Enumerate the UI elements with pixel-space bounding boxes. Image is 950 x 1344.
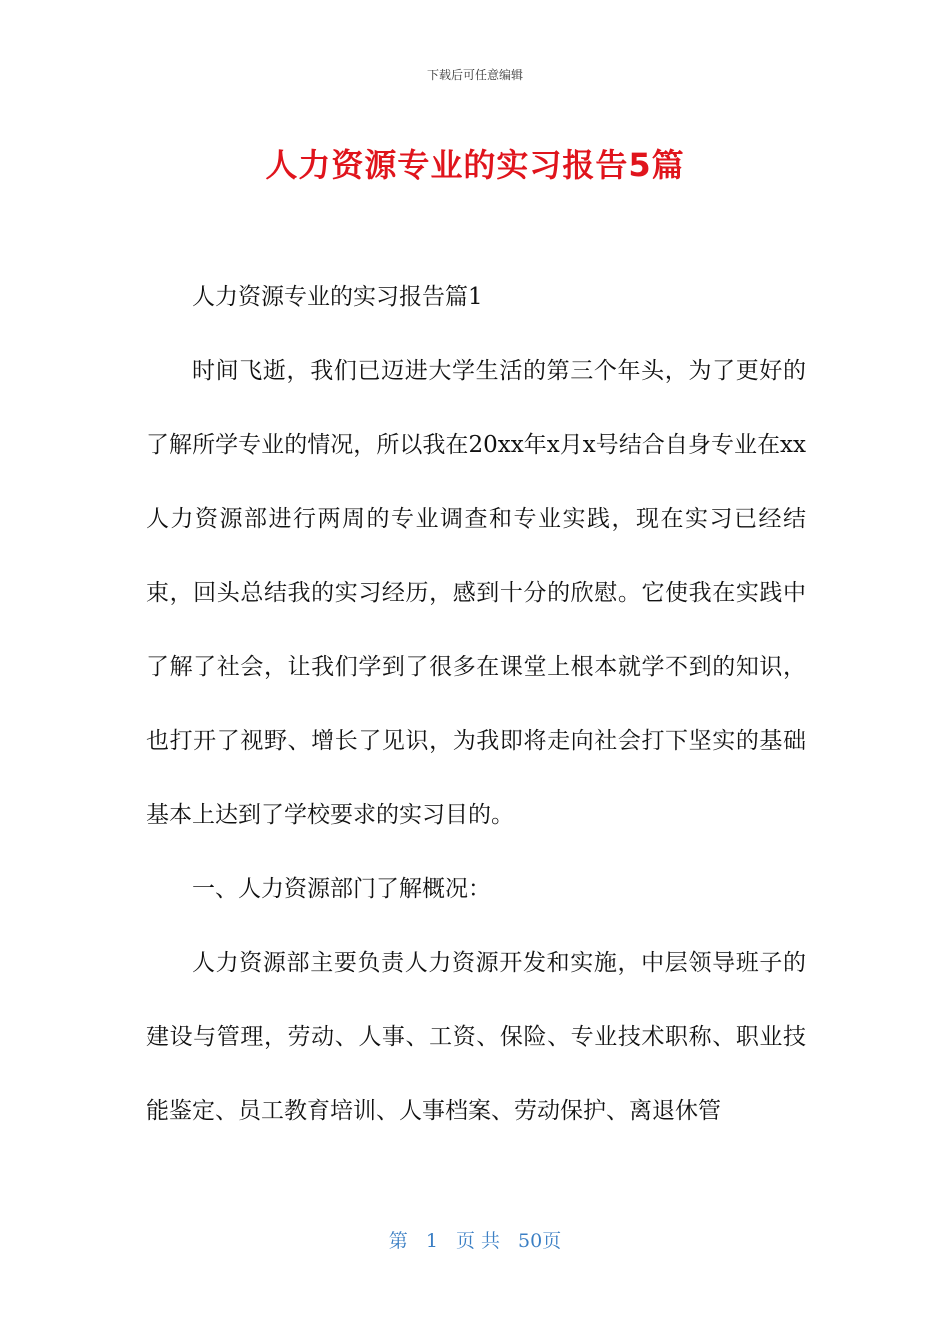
current-page-number: 1 [425,1230,438,1252]
page-header: 下载后可任意编辑 [426,68,523,82]
page-footer [0,1226,950,1253]
document-title: 人力资源专业的实习报告5篇 [265,146,685,184]
document-body [146,260,806,1148]
footer-label-di: 第 [388,1230,408,1252]
body-paragraph: 时间飞逝，我们已迈进大学生活的第三个年头，为了更好的了解所学专业的情况，所以我在20xx年x月x号结合自身专业在xx人力资源部进行两周的专业调查和专业实践，现在实习已经结束，回头总结我的实习经历，感到十分的欣慰。它使我在实践中了解了社会，让我们学到了很多在课堂上根本就学不到的知识，也打开了视野、增长了见识，为我即将走向社会打下坚实的基础基本上达到了学校要求的实习目的。 [146,358,806,828]
footer-label-ye-gong: 页 共 [455,1230,500,1252]
section-heading: 一、人力资源部门了解概况： [192,876,491,902]
body-paragraph: 人力资源部主要负责人力资源开发和实施，中层领导班子的建设与管理，劳动、人事、工资、保险、专业技术职称、职业技能鉴定、员工教育培训、人事档案、劳动保护、离退休管 [146,950,806,1124]
total-pages: 50页 [518,1230,562,1252]
section-heading: 人力资源专业的实习报告篇1 [192,284,483,310]
